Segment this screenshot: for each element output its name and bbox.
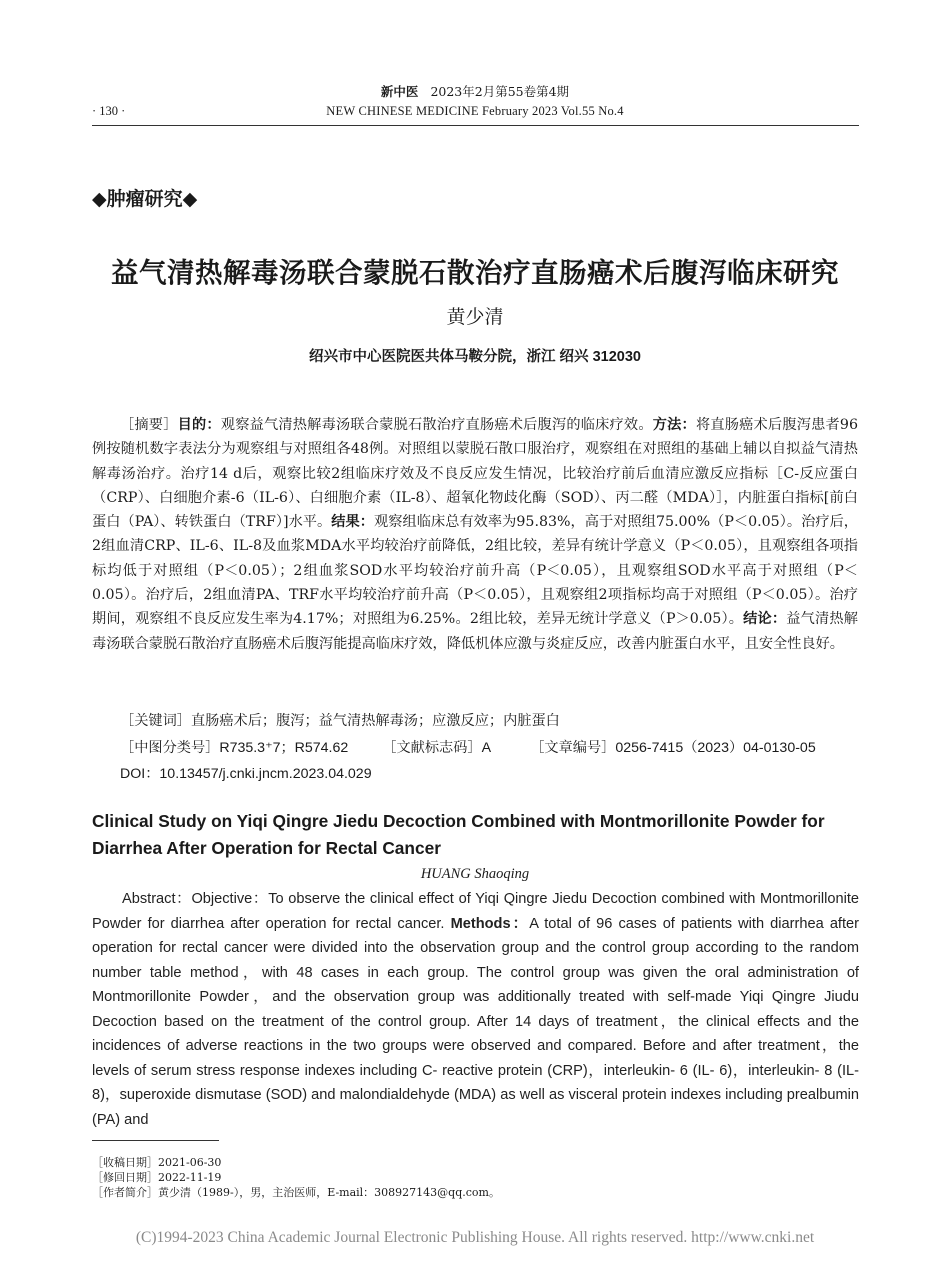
author-name-en: HUANG Shaoqing (420, 866, 530, 882)
header-divider (92, 125, 859, 126)
affiliation: 绍兴市中心医院医共体马鞍分院，浙江 绍兴 312030 (309, 349, 641, 365)
doc-code-label: ［文献标志码］ (382, 740, 482, 756)
keywords-text: 直肠癌术后；腹泻；益气清热解毒汤；应激反应；内脏蛋白 (190, 713, 560, 729)
methods-en-label: Methods： (450, 915, 530, 932)
revised-date: 2022-11-19 (158, 1171, 222, 1184)
article-number-label: ［文章编号］ (530, 740, 616, 756)
results-label: 结果： (331, 514, 375, 531)
issue-cn: 2023年2月第55卷第4期 (430, 84, 570, 99)
footnote-author (92, 1184, 500, 1200)
objective-en-label: Objective： (191, 891, 269, 907)
abstract-cn (92, 413, 858, 656)
abstract-en (92, 887, 859, 1132)
conclusion-text: 益气清热解毒汤联合蒙脱石散治疗直肠癌术后腹泻能提高临床疗效，降低机体应激与炎症反应，改善内脏蛋白水平，且安全性良好。 (92, 611, 858, 652)
objective-label: 目的： (177, 417, 221, 433)
classification-line (120, 737, 860, 757)
keywords-label: ［关键词］ (120, 713, 191, 729)
received-date: 2021-06-30 (158, 1156, 222, 1169)
author-name-cn: 黄少清 (446, 306, 504, 328)
clc-value: R735.3⁺7；R574.62 (219, 740, 349, 756)
footnote-revised (92, 1169, 221, 1185)
doc-code-value: A (481, 740, 491, 756)
revised-label: ［修回日期］ (92, 1171, 158, 1184)
running-header-cn (0, 82, 950, 100)
conclusion-label: 结论： (743, 611, 787, 628)
copyright-notice: (C)1994-2023 China Academic Journal Electronic Publishing House. All rights reserved. http://www.cnki.net (135, 1229, 815, 1246)
objective-text: 观察益气清热解毒汤联合蒙脱石散治疗直肠癌术后腹泻的临床疗效。 (220, 417, 653, 433)
page-number: · 130 · (92, 104, 126, 118)
received-label: ［收稿日期］ (92, 1156, 158, 1169)
methods-label: 方法： (652, 417, 696, 433)
doi: DOI：10.13457/j.cnki.jncm.2023.04.029 (120, 766, 372, 782)
section-label: ◆肿瘤研究◆ (92, 189, 198, 210)
author-info-label: ［作者简介］ (92, 1186, 158, 1199)
article-number-value: 0256-7415（2023）04-0130-05 (615, 740, 816, 756)
methods-en-text: A total of 96 cases of patients with diarrhea after operation for rectal cancer were divided into the observation group and the control group according to the random number table method，with 48 cases in each group. The control group was given the oral administration of Montmorillonite Powder，and the observation group was additionally treated with self-made Yiqi Qingre Jiudu Decoction based on the treatment of the control group. After 14 days of treatment，the clinical effects and the incidences of adverse reactions in the two groups were observed and compared. Before and after treatment，the levels of serum stress response indexes including C- reactive protein (CRP)，interleukin- 6 (IL- 6)，interleukin- 8 (IL- 8)，superoxide dismutase (SOD) and malondialdehyde (MDA) as well as visceral protein indexes including prealbumin (PA) and (92, 915, 860, 1128)
abstract-en-label: Abstract： (122, 891, 192, 907)
methods-text: 将直肠癌术后腹泻患者96例按随机数字表法分为观察组与对照组各48例。对照组以蒙脱石散口服治疗，观察组在对照组的基础上辅以自拟益气清热解毒汤治疗。治疗14 d后，观察比较2组临床疗效及不良反应发生情况，比较治疗前后血清应激反应指标［C-反应蛋白（CRP）、白细胞介素-6（IL-6）、白细胞介素（IL-8）、超氧化物歧化酶（SOD）、丙二醛（MDA）］，内脏蛋白指标[前白蛋白（PA）、转铁蛋白（TRF）]水平。 (92, 417, 858, 531)
running-header-en: NEW CHINESE MEDICINE February 2023 Vol.55 No.4 (326, 104, 624, 118)
objective-en-text: To observe the clinical effect of Yiqi Qingre Jiedu Decoction combined with Montmorillonite Powder for diarrhea after operation for rectal cancer. (92, 891, 860, 932)
footnote-received (92, 1154, 221, 1170)
results-text: 观察组临床总有效率为95.83%，高于对照组75.00%（P＜0.05）。治疗后，2组血清CRP、IL-6、IL-8及血浆MDA水平均较治疗前降低，2组比较，差异有统计学意义（P＜0.05），且观察组各项指标均低于对照组（P＜0.05）；2组血浆SOD水平均较治疗前升高（P＜0.05），且观察组SOD水平高于对照组（P＜0.05）。治疗后，2组血清PA、TRF水平均较治疗前升高（P＜0.05），且观察组2项指标均高于对照组（P＜0.05）。治疗期间，观察组不良反应发生率为4.17%；对照组为6.25%。2组比较，差异无统计学意义（P＞0.05）。 (92, 514, 858, 628)
author-info: 黄少清（1989-），男，主治医师，E-mail：308927143@qq.com。 (158, 1186, 500, 1199)
keywords (120, 710, 860, 730)
article-title-cn: 益气清热解毒汤联合蒙脱石散治疗直肠癌术后腹泻临床研究 (111, 257, 839, 289)
journal-name-cn: 新中医 (380, 84, 419, 99)
footnote-divider (92, 1140, 219, 1141)
clc-label: ［中图分类号］ (120, 740, 220, 756)
abstract-label: ［摘要］ (120, 417, 178, 433)
article-title-en: Clinical Study on Yiqi Qingre Jiedu Decoction Combined with Montmorillonite Powder for Diarrhea After Operation for Rectal Cancer (92, 811, 825, 858)
